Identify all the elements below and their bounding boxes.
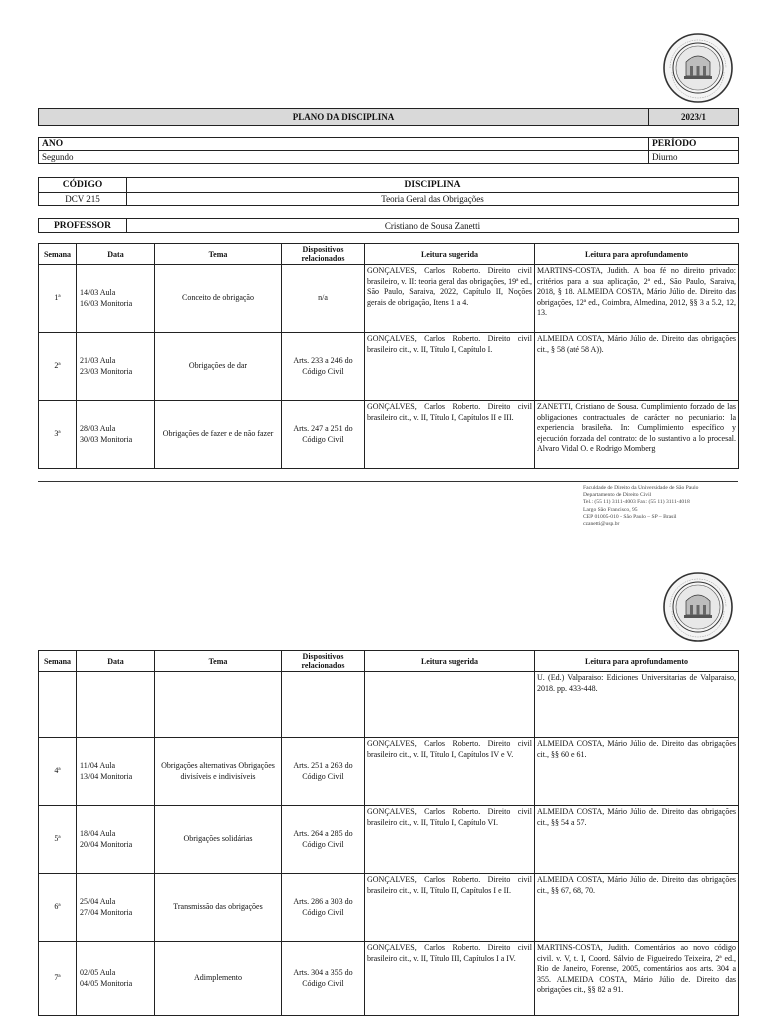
aprofundamento-cell: MARTINS-COSTA, Judith. Comentários ao novo código civil. v. V, t. I, Coord. Sálvio de Figueiredo Teixeira, 2ª ed., Rio de Janeiro, Forense, 2005, comentários aos arts. 304 a 355. ALMEIDA COSTA, Mário Júlio de. Direito das obrigações cit., §§ 82 a 91. [535, 942, 739, 1016]
semana-cell: 2ª [39, 333, 77, 401]
ano-label: ANO [39, 138, 649, 151]
dispositivos-cell: Arts. 286 a 303 do Código Civil [282, 874, 365, 942]
col-data: Data [77, 244, 155, 265]
col-aprofundamento: Leitura para aprofundamento [535, 651, 739, 672]
codigo-label: CÓDIGO [39, 178, 127, 193]
footer-divider [38, 481, 738, 482]
schedule-table-page1 [38, 243, 739, 469]
leitura-cell: GONÇALVES, Carlos Roberto. Direito civil brasileiro cit., v. II, Título II, Capítulos I e II. [365, 874, 535, 942]
aprofundamento-cell: ZANETTI, Cristiano de Sousa. Cumplimiento forzado de las obligaciones contractuales de carácter no pecuniario: la experiencia brasileña. In: Cumplimiento específico y ejecución forzada del contrato: de lo sustantivo a lo procesal. Alvaro Vidal O. e Rodrigo Momberg [535, 401, 739, 469]
tema-cell: Obrigações alternativas Obrigações divisíveis e indivisíveis [155, 738, 282, 806]
leitura-cell: GONÇALVES, Carlos Roberto. Direito civil brasileiro cit., v. II, Título I, Capítulo VI. [365, 806, 535, 874]
footer-line: CEP 01005-010 - São Paulo – SP – Brasil [583, 513, 677, 520]
tema-cell: Obrigações de dar [155, 333, 282, 401]
col-semana: Semana [39, 244, 77, 265]
dispositivos-cell: Arts. 247 a 251 do Código Civil [282, 401, 365, 469]
leitura-cell [365, 672, 535, 738]
semana-cell: 7ª [39, 942, 77, 1016]
leitura-cell: GONÇALVES, Carlos Roberto. Direito civil brasileiro cit., v. II, Título I, Capítulos II e III. [365, 401, 535, 469]
dispositivos-cell: Arts. 233 a 246 do Código Civil [282, 333, 365, 401]
periodo-label: PERÍODO [649, 138, 739, 151]
table-row [39, 401, 739, 469]
aprofundamento-cell: ALMEIDA COSTA, Mário Júlio de. Direito das obrigações cit., §§ 67, 68, 70. [535, 874, 739, 942]
dispositivos-cell [282, 672, 365, 738]
footer-line: czanetti@usp.br [583, 521, 620, 528]
data-cell: 18/04 Aula 20/04 Monitoria [77, 806, 155, 874]
year: 2023/1 [649, 109, 739, 126]
professor-table [38, 218, 739, 233]
footer-line: Tel.: (55 11) 3111-4003 Fax: (55 11) 3111-4018 [583, 499, 690, 506]
semana-cell: 4ª [39, 738, 77, 806]
dispositivos-cell: Arts. 304 a 355 do Código Civil [282, 942, 365, 1016]
table-row [39, 942, 739, 1016]
table-row [39, 672, 739, 738]
dispositivos-cell: Arts. 251 a 263 do Código Civil [282, 738, 365, 806]
col-dispositivos: Dispositivos relacionados [282, 651, 365, 672]
seal-icon [662, 32, 734, 104]
codigo-table [38, 177, 739, 206]
university-seal [662, 32, 734, 104]
tema-cell: Adimplemento [155, 942, 282, 1016]
semana-cell: 3ª [39, 401, 77, 469]
data-cell: 11/04 Aula 13/04 Monitoria [77, 738, 155, 806]
table-row [39, 738, 739, 806]
dispositivos-cell: n/a [282, 265, 365, 333]
plano-title: PLANO DA DISCIPLINA [39, 109, 649, 126]
professor-label: PROFESSOR [39, 219, 127, 233]
col-tema: Tema [155, 244, 282, 265]
aprofundamento-cell: ALMEIDA COSTA, Mário Júlio de. Direito das obrigações cit., § 58 (até 58 A)). [535, 333, 739, 401]
table-row [39, 806, 739, 874]
university-seal [662, 571, 734, 643]
data-cell: 25/04 Aula 27/04 Monitoria [77, 874, 155, 942]
col-aprofundamento: Leitura para aprofundamento [535, 244, 739, 265]
semana-cell [39, 672, 77, 738]
aprofundamento-cell: ALMEIDA COSTA, Mário Júlio de. Direito das obrigações cit., §§ 60 e 61. [535, 738, 739, 806]
data-cell: 02/05 Aula 04/05 Monitoria [77, 942, 155, 1016]
table-row [39, 874, 739, 942]
periodo-value: Diurno [649, 151, 739, 164]
leitura-cell: GONÇALVES, Carlos Roberto. Direito civil brasileiro, v. II: teoria geral das obrigações, 19ª ed., São Paulo, Saraiva, 2022, Capítulo II, Noções gerais de obrigação, Itens 1 a 4. [365, 265, 535, 333]
tema-cell: Transmissão das obrigações [155, 874, 282, 942]
col-data: Data [77, 651, 155, 672]
ano-value: Segundo [39, 151, 649, 164]
col-leitura: Leitura sugerida [365, 244, 535, 265]
semana-cell: 5ª [39, 806, 77, 874]
disciplina-value: Teoria Geral das Obrigações [127, 193, 739, 206]
footer-line: Faculdade de Direito da Universidade de São Paulo [583, 485, 699, 491]
professor-value: Cristiano de Sousa Zanetti [127, 219, 739, 233]
tema-cell: Obrigações solidárias [155, 806, 282, 874]
tema-cell: Obrigações de fazer e de não fazer [155, 401, 282, 469]
data-cell: 28/03 Aula 30/03 Monitoria [77, 401, 155, 469]
data-cell [77, 672, 155, 738]
seal-icon [662, 571, 734, 643]
schedule-table-page2 [38, 650, 739, 1016]
leitura-cell: GONÇALVES, Carlos Roberto. Direito civil brasileiro cit., v. II, Título III, Capítulos I a IV. [365, 942, 535, 1016]
col-tema: Tema [155, 651, 282, 672]
codigo-value: DCV 215 [39, 193, 127, 206]
disciplina-label: DISCIPLINA [127, 178, 739, 193]
footer-address [583, 485, 743, 528]
col-dispositivos: Dispositivos relacionados [282, 244, 365, 265]
aprofundamento-cell: ALMEIDA COSTA, Mário Júlio de. Direito das obrigações cit., §§ 54 a 57. [535, 806, 739, 874]
footer-line: Largo São Francisco, 95 [583, 506, 638, 513]
table-row [39, 265, 739, 333]
semana-cell: 6ª [39, 874, 77, 942]
footer-line: Departamento de Direito Civil [583, 492, 652, 499]
title-table [38, 108, 739, 126]
ano-table [38, 137, 739, 164]
aprofundamento-cell: U. (Ed.) Valparaiso: Ediciones Universitarias de Valparaiso, 2018. pp. 433-448. [535, 672, 739, 738]
tema-cell: Conceito de obrigação [155, 265, 282, 333]
leitura-cell: GONÇALVES, Carlos Roberto. Direito civil brasileiro cit., v. II, Título I, Capítulos IV e V. [365, 738, 535, 806]
col-leitura: Leitura sugerida [365, 651, 535, 672]
col-semana: Semana [39, 651, 77, 672]
semana-cell: 1ª [39, 265, 77, 333]
tema-cell [155, 672, 282, 738]
table-row [39, 333, 739, 401]
data-cell: 21/03 Aula 23/03 Monitoria [77, 333, 155, 401]
leitura-cell: GONÇALVES, Carlos Roberto. Direito civil brasileiro cit., v. II, Título I, Capítulo I. [365, 333, 535, 401]
aprofundamento-cell: MARTINS-COSTA, Judith. A boa fé no direito privado: critérios para a sua aplicação, 2ª ed., São Paulo, Saraiva, 2018, § 18. ALMEIDA COSTA, Mário Júlio de. Direito das obrigações, 12ª ed., Coimbra, Almedina, 2012, §§ 3 a 5.2, 12, 13. [535, 265, 739, 333]
dispositivos-cell: Arts. 264 a 285 do Código Civil [282, 806, 365, 874]
data-cell: 14/03 Aula 16/03 Monitoria [77, 265, 155, 333]
